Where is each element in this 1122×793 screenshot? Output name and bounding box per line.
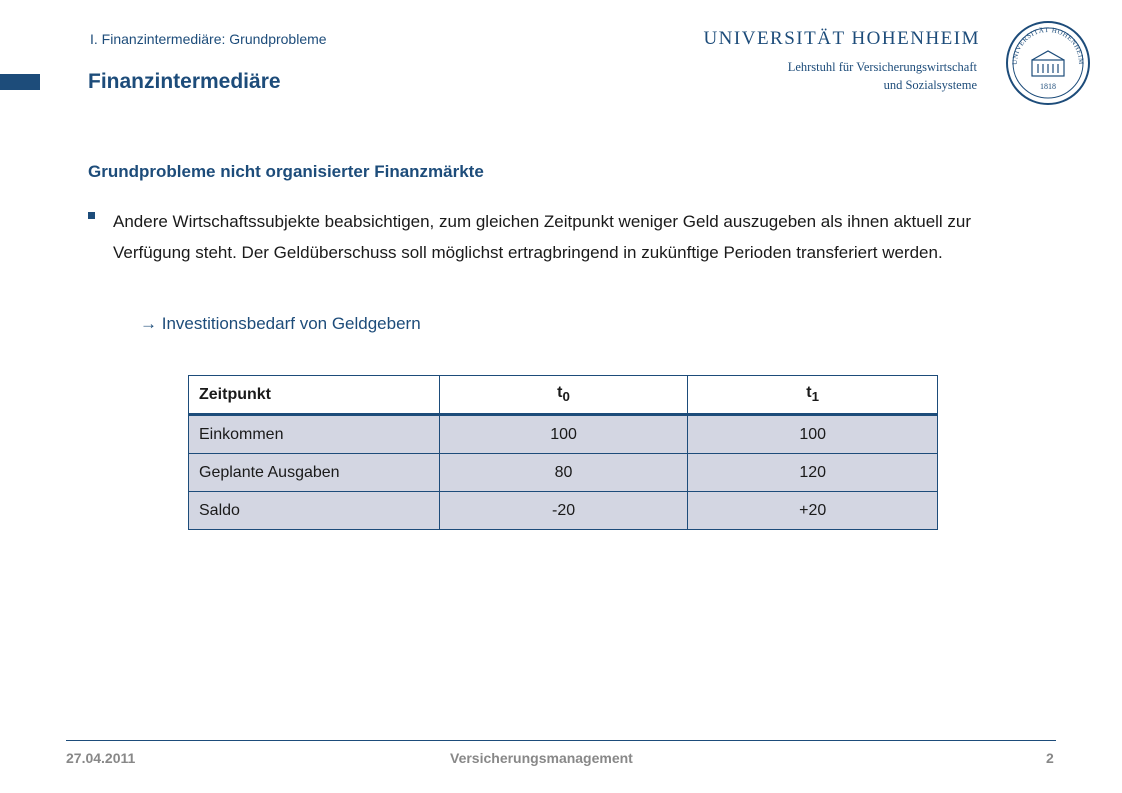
seal-text: UNIVERSITÄT HOHENHEIM — [1010, 25, 1086, 65]
table-row — [189, 415, 938, 454]
conclusion-line: → Investitionsbedarf von Geldgebern — [140, 314, 421, 333]
table-header-row — [189, 376, 938, 415]
cell-t0: 100 — [439, 415, 688, 454]
header-cell-t1 — [688, 376, 938, 415]
footer-course: Versicherungsmanagement — [450, 750, 633, 766]
title-accent-bar — [0, 74, 40, 90]
university-name: UNIVERSITÄT HOHENHEIM — [703, 28, 980, 49]
header-cell-t0 — [439, 376, 688, 415]
footer-date: 27.04.2011 — [66, 750, 136, 766]
section-heading: Grundprobleme nicht organisierter Finanzmärkte — [88, 162, 484, 181]
square-bullet-icon — [88, 212, 95, 219]
chair-name — [788, 58, 977, 94]
bullet-text: Andere Wirtschaftssubjekte beabsichtigen, zum gleichen Zeitpunkt weniger Geld auszugeben als ihnen aktuell zur Verfügung steht. Der Geldüberschuss soll möglichst ertragbringend in zukünftige Perioden transferiert werden. — [113, 212, 972, 262]
cell-t0: -20 — [439, 492, 688, 530]
page-title: Finanzintermediäre — [88, 70, 281, 93]
table-row — [189, 492, 938, 530]
header-cell-label: Zeitpunkt — [189, 376, 440, 415]
header-t1-sub: 1 — [811, 389, 820, 405]
header-t0-base: t — [557, 384, 563, 402]
bullet-item — [88, 206, 1048, 268]
chair-line-2: und Sozialsysteme — [883, 78, 977, 92]
footer-divider — [66, 740, 1056, 741]
university-seal-icon — [1005, 20, 1091, 106]
row-label: Einkommen — [189, 415, 440, 454]
row-label: Saldo — [189, 492, 440, 530]
cell-t1: 100 — [688, 415, 938, 454]
table-row — [189, 454, 938, 492]
page-number: 2 — [1046, 750, 1054, 766]
header-t1-base: t — [806, 384, 812, 402]
chair-line-1: Lehrstuhl für Versicherungswirtschaft — [787, 60, 977, 74]
row-label: Geplante Ausgaben — [189, 454, 440, 492]
cell-t1: 120 — [688, 454, 938, 492]
breadcrumb: I. Finanzintermediäre: Grundprobleme — [90, 31, 327, 47]
seal-year: 1818 — [1040, 82, 1056, 91]
cell-t0: 80 — [439, 454, 688, 492]
cell-t1: +20 — [688, 492, 938, 530]
income-table — [188, 375, 938, 530]
header-t0-sub: 0 — [562, 389, 570, 405]
